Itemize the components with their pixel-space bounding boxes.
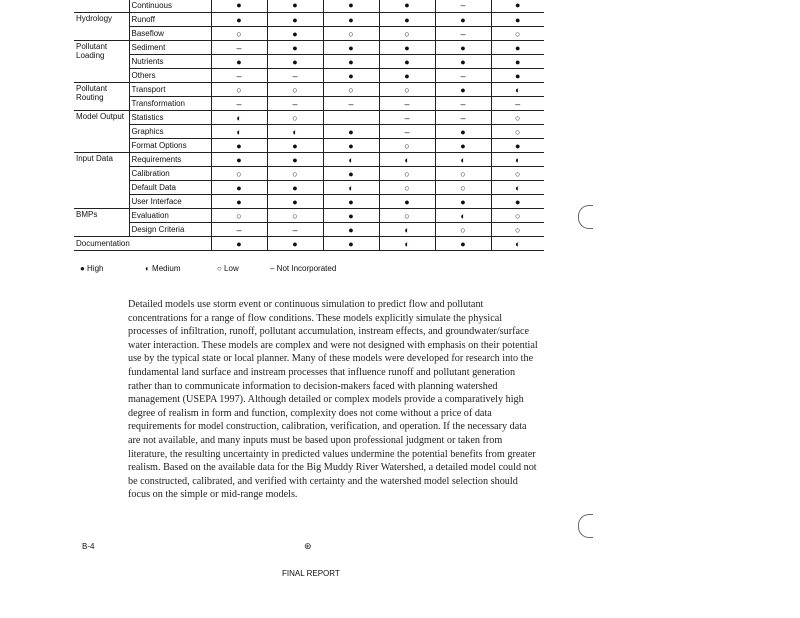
group-label: Model Output <box>74 111 129 153</box>
rating-cell: ● <box>267 195 323 209</box>
body-paragraph: Detailed models use storm event or continuous simulation to predict flow and pollutant concentrations for a range of flow conditions. These models explicitly simulate the physical processes of infiltration, runoff, pollutant accumulation, instream effects, and groundwater/surface water interaction. These models are complex and were not designed with emphasis on their potential use by the typical state or local planner. Many of these models were developed for research into the fundamental land surface and instream processes that influence runoff and pollutant generation rather than to communicate information to decision-makers faced with planning watershed management (USEPA 1997). Although detailed or complex models provide a comparatively high degree of realism in form and function, complexity does not come without a price of data requirements for model construction, calibration, verification, and operation. If the necessary data are not available, and many inputs must be based upon professional judgment or taken from literature, the resulting uncertainty in predicted values undermine the potential benefits from greater realism. Based on the available data for the Big Muddy River Watershed, a detailed model could not be constructed, calibrated, and verified with certainty and the watershed model selection should focus on the simple or mid-range models. <box>128 299 538 501</box>
rating-cell: ○ <box>323 83 379 97</box>
rating-cell: ● <box>491 55 544 69</box>
rating-cell: ● <box>491 69 544 83</box>
table-row <box>74 55 544 69</box>
rating-cell: ● <box>323 69 379 83</box>
table-row <box>74 111 544 125</box>
rating-cell: ● <box>211 195 267 209</box>
rating-cell: ○ <box>267 83 323 97</box>
subgroup-label: Transformation <box>129 97 211 111</box>
rating-cell: ○ <box>491 209 544 223</box>
subgroup-label: Statistics <box>129 111 211 125</box>
rating-cell: ○ <box>211 27 267 41</box>
rating-cell: ● <box>211 139 267 153</box>
rating-cell: ● <box>491 0 544 13</box>
table-row <box>74 237 544 251</box>
group-label: Input Data <box>74 153 129 209</box>
subgroup-label: User Interface <box>129 195 211 209</box>
rating-cell: ◐ <box>379 223 435 237</box>
rating-cell: ○ <box>379 139 435 153</box>
rating-cell: ● <box>435 13 491 27</box>
binder-ring-icon <box>578 205 593 229</box>
rating-cell: ● <box>323 195 379 209</box>
rating-cell: – <box>379 97 435 111</box>
rating-cell: ◐ <box>491 153 544 167</box>
rating-cell: ● <box>379 55 435 69</box>
rating-cell: ● <box>491 139 544 153</box>
rating-cell: ◐ <box>491 83 544 97</box>
rating-cell: – <box>267 69 323 83</box>
group-label: Pollutant Loading <box>74 41 129 83</box>
rating-cell: – <box>491 97 544 111</box>
rating-cell: ◐ <box>379 237 435 251</box>
rating-cell: ◐ <box>491 237 544 251</box>
rating-cell: ● <box>323 139 379 153</box>
rating-cell: – <box>323 97 379 111</box>
subgroup-label: Nutrients <box>129 55 211 69</box>
rating-cell: ● <box>267 139 323 153</box>
rating-cell: ○ <box>435 181 491 195</box>
rating-cell: – <box>211 41 267 55</box>
rating-cell: ● <box>379 41 435 55</box>
row-label: Documentation <box>74 237 211 251</box>
group-label <box>74 0 129 13</box>
table-row <box>74 97 544 111</box>
rating-cell: ○ <box>491 167 544 181</box>
rating-cell: ● <box>267 0 323 13</box>
subgroup-label: Continuous <box>129 0 211 13</box>
table-row <box>74 139 544 153</box>
rating-cell: ◐ <box>323 181 379 195</box>
rating-cell: ○ <box>379 167 435 181</box>
rating-cell: ● <box>323 0 379 13</box>
table-row <box>74 83 544 97</box>
legend-not-incorporated: – Not Incorporated <box>270 264 337 273</box>
rating-cell: ● <box>435 83 491 97</box>
subgroup-label: Baseflow <box>129 27 211 41</box>
rating-cell: ● <box>435 195 491 209</box>
subgroup-label: Sediment <box>129 41 211 55</box>
rating-cell: ● <box>211 153 267 167</box>
rating-cell: – <box>379 125 435 139</box>
rating-cell: ● <box>435 125 491 139</box>
group-label: Pollutant Routing <box>74 83 129 111</box>
rating-cell: ● <box>323 237 379 251</box>
rating-cell: ◐ <box>491 181 544 195</box>
rating-cell: ● <box>211 0 267 13</box>
rating-cell: ● <box>323 41 379 55</box>
rating-cell: – <box>435 111 491 125</box>
subgroup-label: Default Data <box>129 181 211 195</box>
rating-cell: ● <box>211 13 267 27</box>
table-row <box>74 41 544 55</box>
rating-cell: ● <box>491 41 544 55</box>
legend-high: ● High <box>80 264 104 273</box>
rating-cell: ● <box>323 55 379 69</box>
rating-cell: ○ <box>379 83 435 97</box>
table-row <box>74 125 544 139</box>
rating-cell: ● <box>379 13 435 27</box>
rating-cell: – <box>211 223 267 237</box>
table-row <box>74 0 544 13</box>
subgroup-label: Requirements <box>129 153 211 167</box>
rating-cell: ○ <box>435 167 491 181</box>
rating-cell <box>323 111 379 125</box>
table-legend <box>80 264 380 276</box>
rating-cell: – <box>435 97 491 111</box>
rating-cell: ◐ <box>267 125 323 139</box>
table-row <box>74 167 544 181</box>
rating-cell: ○ <box>267 167 323 181</box>
rating-cell: ○ <box>379 181 435 195</box>
subgroup-label: Design Criteria <box>129 223 211 237</box>
rating-cell: ● <box>435 237 491 251</box>
page-number: B-4 <box>82 542 95 551</box>
rating-cell: ○ <box>491 125 544 139</box>
table-row <box>74 13 544 27</box>
rating-cell: ● <box>323 125 379 139</box>
rating-cell: ● <box>379 195 435 209</box>
rating-cell: ◐ <box>435 209 491 223</box>
rating-cell: ○ <box>491 111 544 125</box>
rating-cell: – <box>211 69 267 83</box>
subgroup-label: Transport <box>129 83 211 97</box>
rating-cell: – <box>435 69 491 83</box>
rating-cell: ○ <box>211 209 267 223</box>
rating-cell: ● <box>435 41 491 55</box>
table-row <box>74 195 544 209</box>
logo-icon: ⊛ <box>304 541 312 551</box>
table-row <box>74 209 544 223</box>
rating-cell: ● <box>379 69 435 83</box>
rating-cell: ○ <box>211 167 267 181</box>
rating-cell: ○ <box>491 27 544 41</box>
rating-cell: – <box>211 97 267 111</box>
rating-cell: ● <box>267 27 323 41</box>
table-row <box>74 69 544 83</box>
table-row <box>74 223 544 237</box>
rating-cell: ● <box>267 55 323 69</box>
table-row <box>74 27 544 41</box>
rating-cell: ● <box>491 13 544 27</box>
rating-cell: ○ <box>323 27 379 41</box>
model-comparison-table <box>74 0 544 251</box>
rating-cell: ○ <box>379 209 435 223</box>
rating-cell: ● <box>267 153 323 167</box>
rating-cell: ● <box>267 13 323 27</box>
binder-ring-icon <box>578 514 593 538</box>
table-row <box>74 153 544 167</box>
rating-cell: ○ <box>267 111 323 125</box>
rating-cell: ◐ <box>323 153 379 167</box>
rating-cell: ● <box>435 139 491 153</box>
rating-cell: ● <box>435 55 491 69</box>
report-label: FINAL REPORT <box>282 569 340 578</box>
rating-cell: ● <box>267 181 323 195</box>
subgroup-label: Format Options <box>129 139 211 153</box>
subgroup-label: Others <box>129 69 211 83</box>
rating-cell: ● <box>491 195 544 209</box>
rating-cell: ○ <box>267 209 323 223</box>
rating-cell: ● <box>211 181 267 195</box>
rating-cell: ● <box>323 223 379 237</box>
rating-cell: ○ <box>435 223 491 237</box>
rating-cell: ◐ <box>211 125 267 139</box>
rating-cell: ◐ <box>435 153 491 167</box>
legend-medium: ◐ Medium <box>145 264 181 273</box>
rating-cell: ● <box>323 13 379 27</box>
rating-cell: ● <box>267 237 323 251</box>
rating-cell: – <box>379 111 435 125</box>
rating-cell: ● <box>379 0 435 13</box>
rating-cell: – <box>267 223 323 237</box>
rating-cell: ● <box>267 41 323 55</box>
rating-cell: ● <box>323 209 379 223</box>
rating-cell: ● <box>211 55 267 69</box>
rating-cell: ○ <box>211 83 267 97</box>
group-label: BMPs <box>74 209 129 237</box>
rating-cell: ● <box>323 167 379 181</box>
subgroup-label: Calibration <box>129 167 211 181</box>
rating-cell: ◐ <box>211 111 267 125</box>
rating-cell: – <box>435 27 491 41</box>
rating-cell: ● <box>211 237 267 251</box>
rating-cell: ○ <box>379 27 435 41</box>
subgroup-label: Graphics <box>129 125 211 139</box>
table-row <box>74 181 544 195</box>
rating-cell: – <box>267 97 323 111</box>
legend-low: ○ Low <box>217 264 239 273</box>
subgroup-label: Evaluation <box>129 209 211 223</box>
subgroup-label: Runoff <box>129 13 211 27</box>
rating-cell: ○ <box>491 223 544 237</box>
group-label: Hydrology <box>74 13 129 41</box>
rating-cell: ◐ <box>379 153 435 167</box>
rating-cell: – <box>435 0 491 13</box>
